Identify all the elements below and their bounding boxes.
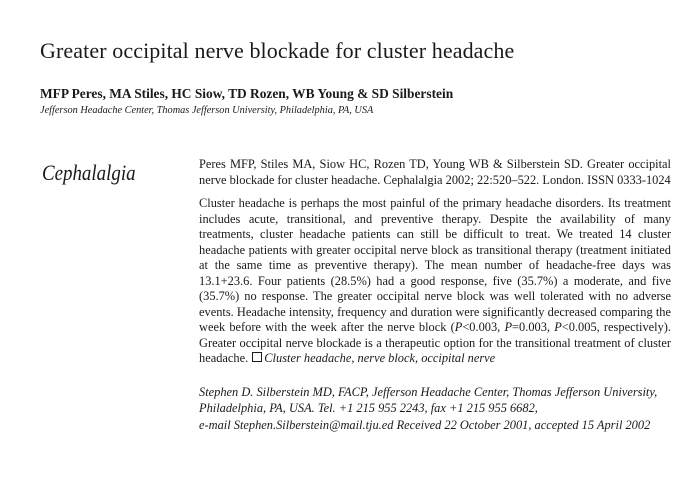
- keywords: Cluster headache, nerve block, occipital nerve: [264, 351, 496, 365]
- author-list: MFP Peres, MA Stiles, HC Siow, TD Rozen, WB Young & SD Silberstein: [40, 86, 454, 101]
- p-value-symbol-2: P: [504, 320, 513, 334]
- correspondence-line-1: Stephen D. Silberstein MD, FACP, Jefferson Headache Center, Thomas Jefferson University,: [199, 384, 658, 399]
- p-value-symbol-1: P: [454, 320, 463, 334]
- author-affiliation: Jefferson Headache Center, Thomas Jefferson University, Philadelphia, PA, USA: [40, 105, 374, 116]
- abstract-text-1: Cluster headache is perhaps the most painful of the primary headache disorders. Its treatment includes acute, transitional, and preventive therapy. Despite the availability of many treatments, cluster headache patients can still be difficult to treat. We treated 14 cluster headache patients with greater occipital nerve block as transitional therapy (treatment initiated at the same time as preventive therapy). The mean number of headache-free days was 13.1+23.6. Four patients (28.5%) had a good response, five (35.7%) a moderate, and five (35.7%) no response. The greater occipital nerve block was well tolerated with no adverse events. Headache intensity, frequency and duration were significantly decreased comparing the week before with the week after the nerve block (: [199, 196, 671, 334]
- correspondence-line-2: Philadelphia, PA, USA. Tel. +1 215 955 2243, fax +1 215 955 6682,: [199, 401, 538, 415]
- keyword-box-icon: [252, 352, 262, 362]
- journal-logo: Cephalalgia: [42, 160, 136, 185]
- correspondence-line-3: e-mail Stephen.Silberstein@mail.tju.ed Received 22 October 2001, accepted 15 April 2002: [199, 417, 651, 432]
- correspondence: [199, 384, 671, 434]
- abstract: [199, 196, 671, 367]
- p-value-2: =0.003,: [512, 320, 555, 334]
- article-body: [199, 157, 671, 433]
- p-value-1: <0.003,: [462, 320, 505, 334]
- p-value-symbol-3: P: [554, 320, 562, 334]
- article-title: Greater occipital nerve blockade for cluster headache: [40, 38, 515, 63]
- abstract-text-2: <0.005, respectively). Greater occipital nerve blockade is a therapeutic option for the transitional treatment of cluster headache.: [199, 320, 672, 365]
- citation: Peres MFP, Stiles MA, Siow HC, Rozen TD, Young WB & Silberstein SD. Greater occipital nerve blockade for cluster headache. Cephalalgia 2002; 22:520–522. London. ISSN 0333-1024: [199, 157, 671, 187]
